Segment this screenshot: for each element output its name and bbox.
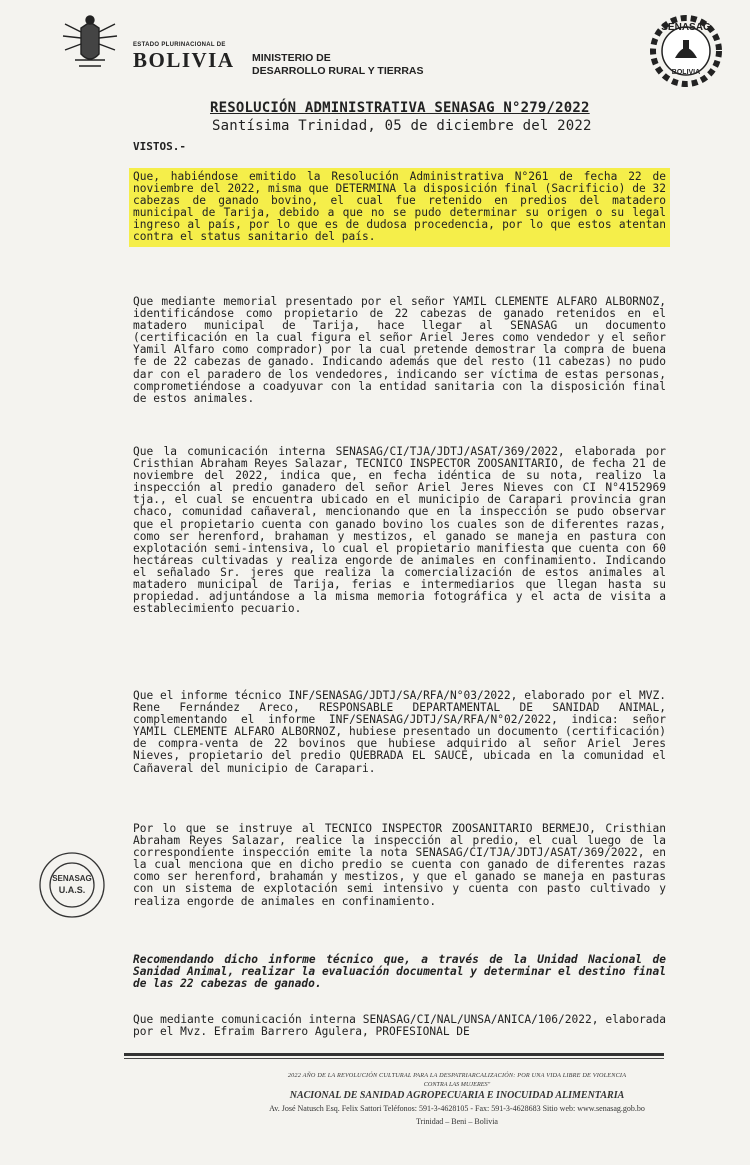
bolivia-coat-of-arms-icon [55, 14, 125, 74]
footer-address: Av. José Natusch Esq. Felix Sattori Teléfonos: 591-3-4628105 - Fax: 591-3-4628683 Sitio web: www.senasag.gob.bo [269, 1104, 645, 1113]
paragraph-4: Que el informe técnico INF/SENASAG/JDTJ/SA/RFA/N°03/2022, elaborado por el MVZ. Rene Fernández Areco, RESPONSABLE DEPARTAMENTAL DE SANIDAD ANIMAL, complementando el informe INF/SENASAG/JDTJ/SA/RFA/N°02/2022, indica: señor YAMIL CLEMENTE ALFARO ALBORNOZ, hubiese presentado un documento (certificación) de compra-venta de 22 bovinos que hubiese adquirido al señor Ariel Jeres Nieves, propietario del predio QUEBRADA EL SAUCE, ubicada en la comunidad el Cañaveral del municipio de Carapari. [133, 689, 666, 775]
government-subtitle: ESTADO PLURINACIONAL DE [133, 42, 226, 48]
logo-text-top: SENASAG [661, 22, 711, 33]
stamp-line-1: SENASAG [52, 874, 92, 883]
footer-divider-thin [124, 1058, 664, 1059]
ministry-name [252, 52, 424, 78]
paragraph-7: Que mediante comunicación interna SENASAG/CI/NAL/UNSA/ANICA/106/2022, elaborada por el Mvz. Efraim Barrero Agulera, PROFESIONAL DE [133, 1013, 666, 1039]
stamp-line-2: U.A.S. [58, 885, 86, 895]
footer-motto-line-1: 2022 AÑO DE LA REVOLUCIÓN CULTURAL PARA LA DESPATRIARCALIZACIÓN: POR UNA VIDA LIBRE DE VIOLENCIA [287, 1072, 627, 1079]
senasag-logo-icon [645, 10, 727, 92]
logo-text-bottom: BOLIVIA [671, 69, 701, 76]
paragraph-6-recommendation: Recomendando dicho informe técnico que, a través de la Unidad Nacional de Sanidad Animal, realizar la evaluación documental y determinar el destino final de las 22 cabezas de ganado. [133, 953, 666, 991]
paragraph-1-highlighted: Que, habiéndose emitido la Resolución Administrativa N°261 de fecha 22 de noviembre del 2022, misma que DETERMINA la disposición final (Sacrificio) de 32 cabezas de ganado bovino, el cual fue retenido en predios del matadero municipal de Tarija, debido a que no se pudo determinar su origen o su legal ingreso al país, por lo que es de dudosa procedencia, por lo que estos atentan contra el status sanitario del país. [129, 168, 670, 247]
ministry-line-2: DESARROLLO RURAL Y TIERRAS [252, 65, 424, 77]
paragraph-3: Que la comunicación interna SENASAG/CI/TJA/JDTJ/ASAT/369/2022, elaborada por Cristhian Abraham Reyes Salazar, TECNICO INSPECTOR ZOOSANITARIO, de fecha 21 de noviembre del 2022, indica que, en fecha idéntica de su nota, realizo la inspección al predio ganadero del señor Ariel Jeres Nieves con CI N°4152969 tja., el cual se encuentra ubicado en el municipio de Carapari provincia gran chaco, comunidad cañaveral, mencionando que en la inspección se pudo observar que el propietario cuenta con ganado bovino los cuales son de diferentes razas, como ser herenford, brahaman y mestizos, el ganado se maneja en pastura con explotación semi-intensiva, lo cual el propietario manifiesta que cuenta con 60 hectáreas cultivadas y realiza engorde de animales en confinamiento. Indicando el señalado Sr. jeres que realiza la comercialización de estos animales al matadero municipal de Tarija, ferias e intermediarios que llegan hasta su propiedad. adjuntándose a la misma memoria fotográfica y el acta de visita a establecimiento pecuario. [133, 445, 666, 616]
footer-institution: NACIONAL DE SANIDAD AGROPECUARIA E INOCUIDAD ALIMENTARIA [289, 1090, 625, 1101]
resolution-title: RESOLUCIÓN ADMINISTRATIVA SENASAG N°279/2022 [210, 100, 590, 116]
paragraph-2: Que mediante memorial presentado por el señor YAMIL CLEMENTE ALFARO ALBORNOZ, identificándose como propietario de 22 cabezas de ganado retenidos en el matadero municipal de Tarija, hace llegar al SENASAG un documento (certificación en la cual figura el señor Ariel Jeres como vendedor y el señor Yamil Alfaro como comprador) por la cual pretende demostrar la compra de buena fe de 22 cabezas de ganado. Indicando además que del resto (11 cabezas) no pudo dar con el paradero de los vendedores, indicando ser víctima de estas personas, comprometiéndose a coadyuvar con la entidad sanitaria con la disposición final de estos animales. [133, 295, 666, 405]
paragraph-5: Por lo que se instruye al TECNICO INSPECTOR ZOOSANITARIO BERMEJO, Cristhian Abraham Reyes Salazar, realice la inspección al predio, el cual luego de la correspondiente inspección emite la nota SENASAG/CI/TJA/JDTJ/ASAT/369/2022, en la cual menciona que en dicho predio se cuenta con ganado de diferentes razas como ser herenford, brahamán y mestizos, y que el ganado se maneja en pasturas con un sistema de explotación semi intensivo y cuenta con pasto cultivado y realiza engorde de animales en confinamiento. [133, 822, 666, 908]
vistos-heading: VISTOS.- [133, 140, 186, 153]
footer-city: Trinidad – Beni – Bolivia [416, 1117, 498, 1126]
government-title: BOLIVIA [133, 48, 235, 72]
footer-divider-thick [124, 1053, 664, 1056]
official-stamp-icon [27, 847, 117, 923]
resolution-date: Santísima Trinidad, 05 de diciembre del 2022 [212, 118, 592, 134]
ministry-line-1: MINISTERIO DE [252, 52, 331, 64]
footer-motto-line-2: CONTRA LAS MUJERES" [423, 1081, 491, 1088]
